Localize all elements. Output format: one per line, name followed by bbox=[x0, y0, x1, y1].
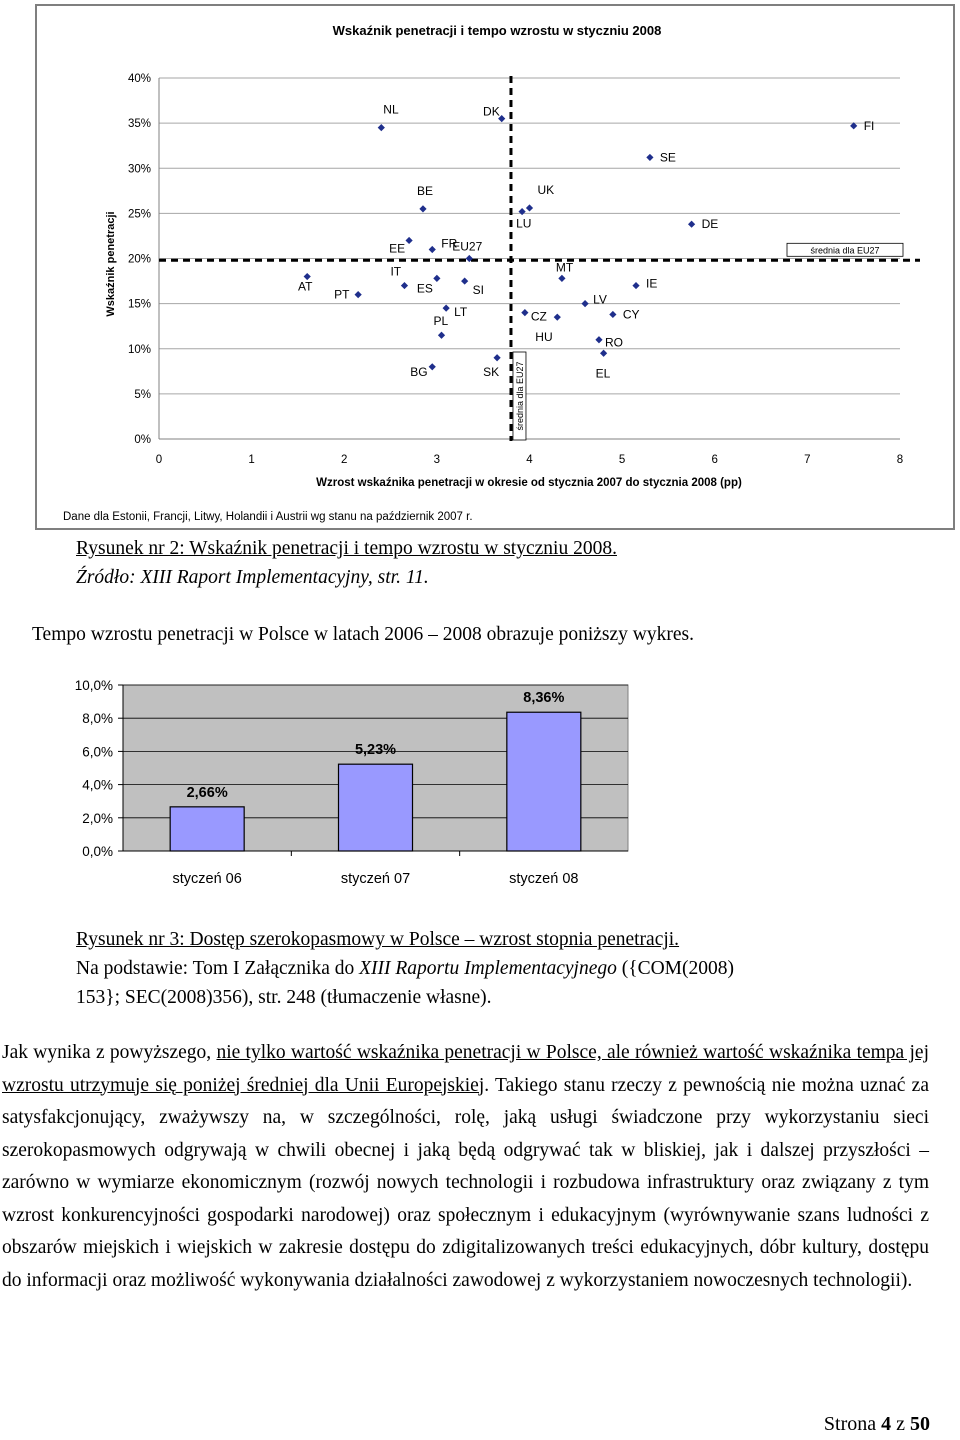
scatter-point bbox=[355, 291, 362, 298]
x-tick-label: 6 bbox=[711, 454, 718, 466]
x-tick-label: 2 bbox=[341, 454, 348, 466]
figure-3-source-part2: ({COM(2008) bbox=[616, 958, 735, 979]
point-label: SK bbox=[483, 364, 500, 379]
point-label: IE bbox=[646, 276, 658, 291]
scatter-point bbox=[493, 354, 500, 361]
penetration-scatter-chart bbox=[37, 6, 953, 528]
scatter-point bbox=[558, 275, 565, 282]
bar bbox=[170, 807, 244, 851]
chart-title: Wskaźnik penetracji i tempo wzrostu w styczniu 2008 bbox=[332, 23, 662, 38]
point-label: EL bbox=[595, 366, 611, 381]
eu-average-vertical-label: średnia dla EU27 bbox=[514, 361, 525, 431]
point-label: CZ bbox=[530, 309, 547, 324]
scatter-point bbox=[600, 350, 607, 357]
scatter-point bbox=[429, 363, 436, 370]
figure-3-source-title: XIII Raportu Implementacyjnego bbox=[359, 958, 617, 979]
point-label: LU bbox=[516, 216, 532, 231]
footer-total-pages: 50 bbox=[910, 1413, 930, 1435]
scatter-point bbox=[401, 282, 408, 289]
footer-page-number: 4 bbox=[881, 1413, 892, 1435]
point-label: LT bbox=[454, 305, 468, 320]
point-label: UK bbox=[537, 182, 555, 197]
penetration-scatter-figure bbox=[35, 4, 955, 530]
scatter-point bbox=[526, 204, 533, 211]
y-tick-label: 15% bbox=[127, 298, 151, 311]
point-label: DE bbox=[701, 217, 719, 232]
point-label: EE bbox=[389, 241, 406, 256]
point-label: PL bbox=[433, 314, 449, 329]
point-label: NL bbox=[383, 102, 399, 117]
bar-y-tick-label: 2,0% bbox=[82, 810, 113, 826]
footer-prefix: Strona bbox=[823, 1413, 882, 1435]
y-tick-label: 10% bbox=[127, 343, 151, 356]
body-paragraph bbox=[2, 1037, 929, 1297]
point-label: BE bbox=[416, 183, 433, 198]
figure-2-source: Źródło: XIII Raport Implementacyjny, str. 11. bbox=[76, 567, 429, 588]
bar bbox=[507, 712, 581, 851]
bar-category-label: styczeń 08 bbox=[509, 871, 579, 887]
point-label: DK bbox=[483, 104, 500, 119]
bar bbox=[339, 764, 413, 851]
bar-category-label: styczeń 06 bbox=[172, 871, 242, 887]
bar-y-tick-label: 4,0% bbox=[82, 777, 113, 793]
x-axis-label: Wzrost wskaźnika penetracji w okresie od stycznia 2007 do stycznia 2008 (pp) bbox=[316, 477, 742, 489]
scatter-point bbox=[443, 305, 450, 312]
body-emphasis: nie tylko wartość wskaźnika penetracji w Polsce, ale również wartość wskaźnika tempa jej wzrostu utrzymuje się poniżej średniej dla Unii Europejskiej bbox=[2, 1042, 929, 1096]
x-tick-label: 7 bbox=[804, 454, 811, 466]
page-footer bbox=[824, 1413, 930, 1436]
scatter-point bbox=[609, 311, 616, 318]
scatter-point bbox=[405, 237, 412, 244]
point-label: CY bbox=[622, 307, 640, 322]
x-tick-label: 0 bbox=[155, 454, 163, 466]
body-rest: . Takiego stanu rzeczy z pewnością nie można uznać za satysfakcjonujący, zważywszy na, w szczególności, rolę, jaką usługi świadczone przy wykorzystaniu sieci szerokopasmowych odgrywają w chwili obecnej i jaką będą odgrywać tak w bliskiej, jak i dalszej przyszłości – zarówno w wymiarze ekonomicznym (rozwój nowych technologii i rozbudowa infrastruktury oraz związany z tym wzrost konkurencyjności gospodarki narodowej) oraz społecznym i edukacyjnym (wyrównywanie szans ludności z obszarów miejskich i wiejskich w zakresie dostępu do zdigitalizowanych treści edukacyjnych, dóbr kultury, dostępu do informacji oraz możliwość wykonywania działalności zawodowej z wykorzystaniem nowoczesnych technologii). bbox=[2, 1074, 929, 1291]
point-label: AT bbox=[297, 279, 313, 294]
bar-data-label: 2,66% bbox=[186, 784, 228, 801]
scatter-point bbox=[438, 332, 445, 339]
point-label: BG bbox=[410, 364, 428, 379]
scatter-point bbox=[461, 277, 468, 284]
scatter-point bbox=[419, 205, 426, 212]
point-label: HU bbox=[535, 330, 553, 345]
eu-average-horizontal-label: średnia dla EU27 bbox=[810, 245, 880, 256]
point-label: SE bbox=[659, 150, 676, 165]
poland-growth-bar-chart bbox=[40, 668, 660, 898]
bar-category-label: styczeń 07 bbox=[340, 871, 411, 887]
body-start: Jak wynika z powyższego, bbox=[2, 1042, 217, 1063]
point-label: SI bbox=[472, 283, 485, 298]
bar-y-tick-label: 10,0% bbox=[74, 678, 113, 693]
point-label: MT bbox=[555, 260, 574, 275]
x-tick-label: 5 bbox=[618, 454, 626, 466]
figure-3-source-part1: Na podstawie: Tom I Załącznika do bbox=[76, 958, 360, 979]
point-label: FR bbox=[441, 236, 458, 251]
x-tick-label: 8 bbox=[896, 454, 904, 466]
chart-footnote: Dane dla Estonii, Francji, Litwy, Holandii i Austrii wg stanu na październik 2007 r. bbox=[63, 511, 473, 523]
y-tick-label: 30% bbox=[127, 163, 151, 176]
point-label: FI bbox=[863, 118, 875, 133]
scatter-point bbox=[429, 246, 436, 253]
y-tick-label: 35% bbox=[127, 118, 151, 131]
lead-paragraph: Tempo wzrostu penetracji w Polsce w latach 2006 – 2008 obrazuje poniższy wykres. bbox=[32, 624, 694, 645]
scatter-point bbox=[554, 314, 561, 321]
x-tick-label: 4 bbox=[526, 454, 533, 466]
y-tick-label: 0% bbox=[134, 434, 151, 446]
y-tick-label: 20% bbox=[127, 253, 151, 266]
y-axis-label: Wskaźnik penetracji bbox=[105, 211, 117, 317]
bar-y-tick-label: 6,0% bbox=[82, 744, 113, 760]
figure-3-title: Rysunek nr 3: Dostęp szerokopasmowy w Polsce – wzrost stopnia penetracji. bbox=[76, 929, 680, 950]
figure-3-caption bbox=[76, 925, 930, 1012]
figure-2-title: Rysunek nr 2: Wskaźnik penetracji i tempo wzrostu w styczniu 2008. bbox=[76, 538, 617, 559]
footer-mid: z bbox=[891, 1413, 910, 1435]
point-label: LV bbox=[593, 292, 607, 307]
scatter-point bbox=[521, 309, 528, 316]
point-label: ES bbox=[416, 281, 433, 296]
y-tick-label: 25% bbox=[127, 208, 151, 221]
figure-2-caption bbox=[76, 534, 617, 592]
scatter-point bbox=[433, 275, 440, 282]
bar-data-label: 8,36% bbox=[523, 690, 565, 707]
scatter-point bbox=[632, 282, 639, 289]
scatter-point bbox=[595, 336, 602, 343]
scatter-point bbox=[378, 124, 385, 131]
figure-3-source-part3: 153}; SEC(2008)356), str. 248 (tłumaczenie własne). bbox=[76, 987, 492, 1008]
scatter-point bbox=[646, 154, 653, 161]
point-label: EU27 bbox=[452, 239, 483, 254]
bar-data-label: 5,23% bbox=[354, 742, 397, 759]
scatter-point bbox=[518, 208, 525, 215]
point-label: PT bbox=[334, 287, 350, 302]
scatter-point bbox=[581, 300, 588, 307]
scatter-point bbox=[688, 221, 695, 228]
bar-y-tick-label: 8,0% bbox=[82, 711, 113, 727]
x-tick-label: 3 bbox=[433, 454, 441, 466]
y-tick-label: 40% bbox=[127, 73, 151, 85]
poland-growth-figure bbox=[40, 668, 660, 898]
x-tick-label: 1 bbox=[248, 454, 255, 466]
bar-y-tick-label: 0,0% bbox=[82, 844, 113, 859]
point-label: RO bbox=[604, 335, 623, 350]
point-label: IT bbox=[390, 264, 402, 279]
y-tick-label: 5% bbox=[134, 388, 151, 401]
